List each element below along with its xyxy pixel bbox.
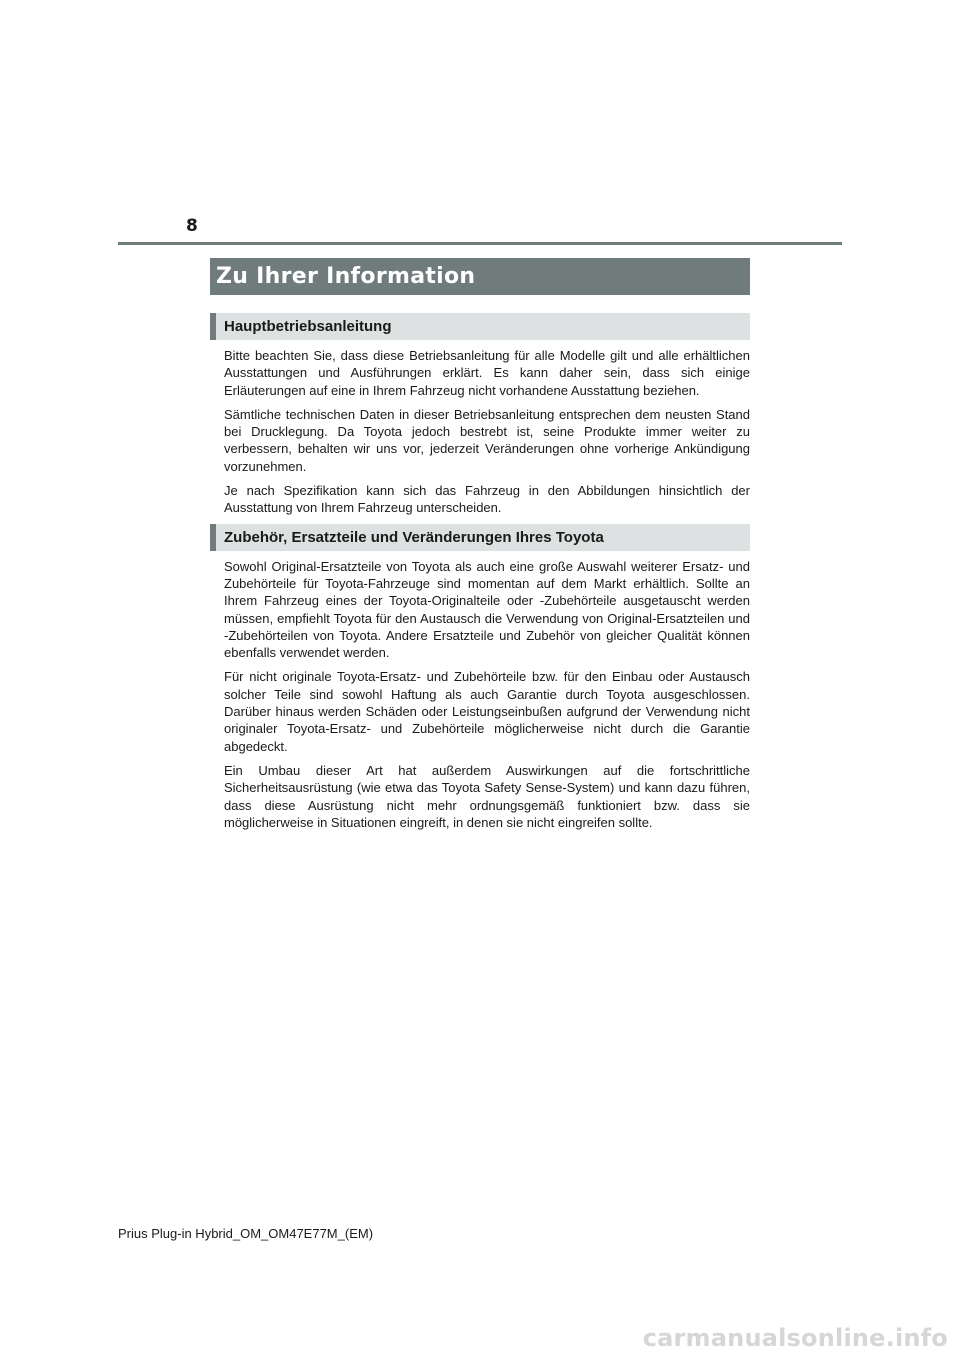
section-header bbox=[210, 313, 750, 340]
section-header bbox=[210, 524, 750, 551]
header-rule bbox=[118, 242, 842, 245]
watermark: carmanualsonline.info bbox=[642, 1324, 948, 1352]
page-title-bar bbox=[210, 258, 750, 295]
section-zubehoer bbox=[210, 524, 750, 831]
page-content bbox=[210, 258, 750, 838]
section-body bbox=[210, 340, 750, 517]
page-title: Zu Ihrer Information bbox=[216, 264, 476, 289]
paragraph: Ein Umbau dieser Art hat außerdem Auswirkungen auf die fortschrittliche Sicherheitsausrüstung (wie etwa das Toyota Safety Sense-System) und kann dazu führen, dass diese Ausrüstung nicht mehr ordnungsgemäß funktioniert bzw. dass sie möglicherweise in Situationen eingreift, in denen sie nicht eingreifen sollte. bbox=[224, 762, 750, 830]
document-footer: Prius Plug-in Hybrid_OM_OM47E77M_(EM) bbox=[118, 1226, 374, 1241]
paragraph: Bitte beachten Sie, dass diese Betriebsanleitung für alle Modelle gilt und alle erhältlichen Ausstattungen und Ausführungen erklärt. Es kann daher sein, dass sich einige Erläuterungen auf eine in Ihrem Fahrzeug nicht vorhandene Ausstattung beziehen. bbox=[224, 348, 750, 398]
page-number: 8 bbox=[186, 216, 198, 236]
section-hauptbetriebsanleitung bbox=[210, 313, 750, 517]
paragraph: Je nach Spezifikation kann sich das Fahrzeug in den Abbildungen hinsichtlich der Ausstattung von Ihrem Fahrzeug unterscheiden. bbox=[224, 483, 750, 516]
paragraph: Für nicht originale Toyota-Ersatz- und Zubehörteile bzw. für den Einbau oder Austausch solcher Teile sind sowohl Haftung als auch Garantie durch Toyota ausgeschlossen. Darüber hinaus werden Schäden oder Leistungseinbußen aufgrund der Verwendung nicht originaler Toyota-Ersatz- und Zubehörteile möglicherweise nicht durch die Garantie abgedeckt. bbox=[224, 669, 750, 754]
section-heading: Hauptbetriebsanleitung bbox=[224, 318, 392, 335]
paragraph: Sämtliche technischen Daten in dieser Betriebsanleitung entsprechen dem neusten Stand bei Drucklegung. Da Toyota jedoch bestrebt ist, seine Produkte immer weiter zu verbessern, behalten wir uns vor, jederzeit Veränderungen ohne vorherige Ankündigung vorzunehmen. bbox=[224, 406, 750, 474]
section-body bbox=[210, 551, 750, 831]
section-heading: Zubehör, Ersatzteile und Veränderungen Ihres Toyota bbox=[224, 528, 604, 546]
paragraph: Sowohl Original-Ersatzteile von Toyota als auch eine große Auswahl weiterer Ersatz- und Zubehörteile für Toyota-Fahrzeuge sind momentan auf dem Markt erhältlich. Sollte an Ihrem Fahrzeug eines der Toyota-Originalteile oder -Zubehörteile ausgetauscht werden müssen, empfiehlt Toyota für den Austausch die Verwendung von Original-Ersatzteilen und -Zubehörteilen von Toyota. Andere Ersatzteile und Zubehör von gleicher Qualität können ebenfalls verwendet werden. bbox=[224, 558, 750, 661]
